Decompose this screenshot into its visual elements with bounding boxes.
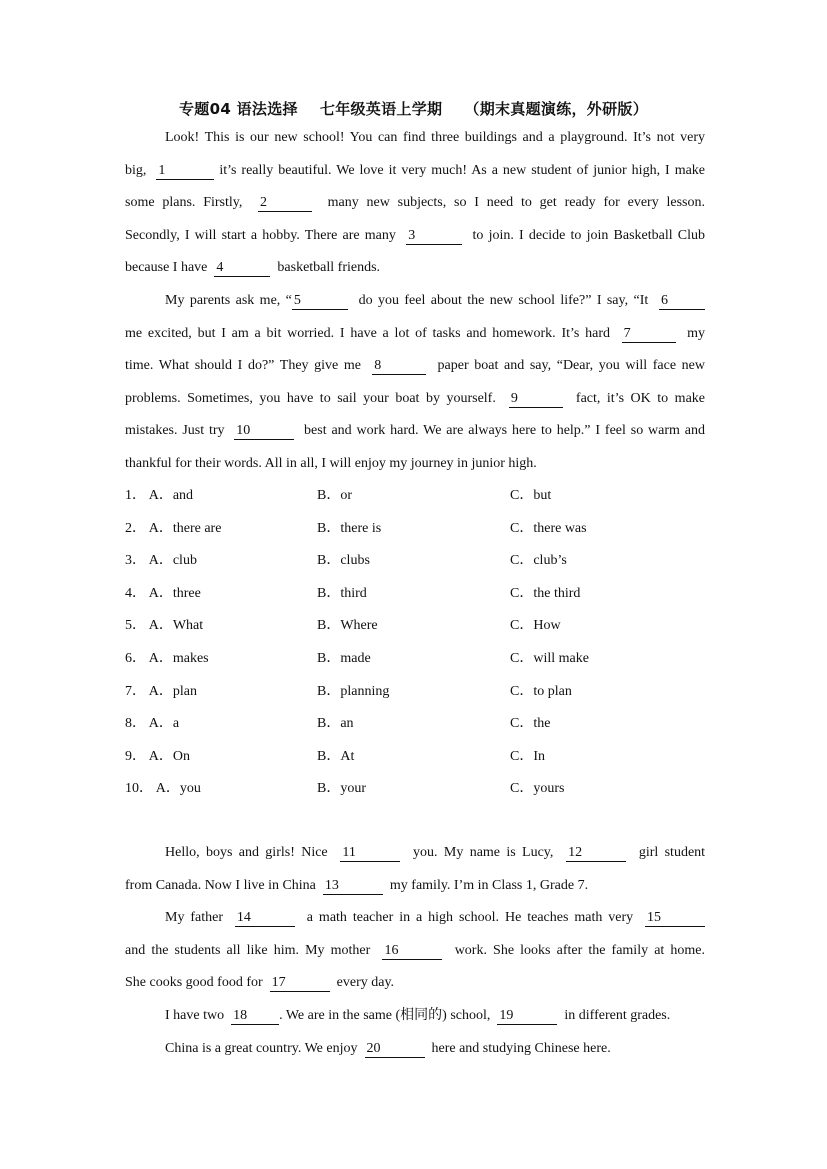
passage-line: from Canada. Now I live in China 13 my family. I’m in Class 1, Grade 7. [125, 877, 589, 893]
title-topic: 专题04 语法选择 [179, 100, 298, 118]
answer-blank[interactable]: 10 [234, 423, 294, 440]
option-row: 5． A．What B．Where C．How [125, 610, 705, 643]
passage-line: She cooks good food for 17 every day. [125, 975, 395, 991]
answer-blank[interactable]: 15 [645, 910, 705, 927]
passage-line: thankful for their words. All in all, I will enjoy my journey in junior high. [125, 455, 537, 471]
option-c[interactable]: C．How [510, 618, 561, 634]
option-b[interactable]: B．or [317, 488, 352, 503]
option-b[interactable]: B．planning [317, 683, 390, 699]
passage-line: time. What should I do?” They give me 8 paper boat and say, “Dear, you will face new [125, 358, 706, 374]
answer-blank[interactable]: 4 [214, 260, 270, 277]
passage-line: problems. Sometimes, you have to sail your boat by yourself. 9 fact, it’s OK to make [125, 390, 706, 406]
passage-2 [125, 285, 705, 481]
option-c[interactable]: C．will make [510, 650, 589, 666]
answer-blank[interactable]: 9 [509, 391, 563, 408]
option-row: 1． A．and B．or C．but [125, 480, 705, 513]
option-row: 8． A．a B．an C．the [125, 708, 705, 741]
option-b[interactable]: B．Where [317, 618, 378, 634]
option-b[interactable]: B．third [317, 585, 367, 601]
passage-line: and the students all like him. My mother 16 work. She looks after the family at home. [125, 942, 705, 958]
answer-blank[interactable]: 3 [406, 228, 462, 245]
option-a[interactable]: A．club [148, 553, 197, 569]
passage-line: some plans. Firstly, 2 many new subjects, so I need to get ready for every lesson. [125, 195, 705, 211]
answer-blank[interactable]: 11 [340, 845, 400, 862]
option-row: 4． A．three B．third C．the third [125, 578, 705, 611]
option-row: 3． A．club B．clubs C．club’s [125, 545, 705, 578]
option-c[interactable]: C．the third [510, 585, 581, 601]
option-c[interactable]: C．In [510, 748, 545, 764]
option-a[interactable]: A．plan [148, 683, 197, 699]
passage-line: Secondly, I will start a hobby. There are many 3 to join. I decide to join Basketball Club [125, 227, 706, 243]
title-grade: 七年级英语上学期 [319, 100, 443, 118]
option-b[interactable]: B．an [317, 716, 354, 732]
option-c[interactable]: C．there was [510, 520, 587, 536]
passage-line: Hello, boys and girls! Nice 11 you. My name is Lucy, 12 girl student [165, 845, 706, 860]
passage-3 [125, 837, 705, 1065]
passage-line: My parents ask me, “ 5 do you feel about the new school life?” I say, “It 6 [125, 285, 705, 318]
passage-line: My father 14 a math teacher in a high school. He teaches math very 15 [125, 902, 705, 935]
option-a[interactable]: A．On [148, 748, 190, 764]
answer-blank[interactable]: 14 [235, 910, 295, 927]
passage-line: Look! This is our new school! You can find three buildings and a playground. It’s not very [165, 130, 705, 145]
answer-blank[interactable]: 18 [231, 1008, 279, 1025]
answer-blank[interactable]: 1 [156, 163, 214, 180]
answer-blank[interactable]: 8 [372, 358, 426, 375]
option-b[interactable]: B．made [317, 650, 371, 666]
option-c[interactable]: C．but [510, 488, 552, 503]
option-c[interactable]: C．yours [510, 781, 565, 797]
option-c[interactable]: C．the [510, 716, 551, 732]
answer-blank[interactable]: 19 [497, 1008, 557, 1025]
option-a[interactable]: A．makes [148, 650, 209, 666]
option-b[interactable]: B．clubs [317, 553, 370, 569]
answer-blank[interactable]: 13 [323, 878, 383, 895]
option-row: 2． A．there are B．there is C．there was [125, 513, 705, 546]
options-list [125, 480, 705, 806]
answer-blank[interactable]: 16 [382, 943, 442, 960]
passage-line: mistakes. Just try 10 best and work hard. We are always here to help.” I feel so warm and [125, 423, 706, 439]
option-b[interactable]: B．your [317, 781, 366, 797]
passage-line: because I have 4 basketball friends. [125, 260, 381, 276]
answer-blank[interactable]: 5 [292, 293, 348, 310]
passage-line: me excited, but I am a bit worried. I have a lot of tasks and homework. It’s hard 7 my [125, 325, 706, 341]
option-a[interactable]: A．What [148, 618, 204, 634]
passage-line: big, 1 it’s really beautiful. We love it very much! As a new student of junior high, I make [125, 162, 706, 178]
answer-blank[interactable]: 20 [365, 1041, 425, 1058]
option-c[interactable]: C．club’s [510, 553, 567, 569]
option-b[interactable]: B．there is [317, 520, 382, 536]
passage-line: I have two 18 . We are in the same (相同的) school, 19 in different grades. [165, 1007, 671, 1023]
option-c[interactable]: C．to plan [510, 683, 572, 699]
option-a[interactable]: A．you [155, 781, 201, 797]
passage-line: China is a great country. We enjoy 20 here and studying Chinese here. [165, 1040, 611, 1056]
option-a[interactable]: A．there are [148, 520, 222, 536]
option-row: 9． A．On B．At C．In [125, 741, 705, 774]
answer-blank[interactable]: 6 [659, 293, 705, 310]
option-b[interactable]: B．At [317, 748, 355, 764]
option-a[interactable]: A．and [148, 488, 194, 503]
answer-blank[interactable]: 17 [270, 975, 330, 992]
answer-blank[interactable]: 12 [566, 845, 626, 862]
option-row: 6． A．makes B．made C．will make [125, 643, 705, 676]
option-row: 7． A．plan B．planning C．to plan [125, 676, 705, 709]
option-a[interactable]: A．a [148, 716, 180, 732]
page-title [0, 98, 827, 119]
answer-blank[interactable]: 7 [622, 326, 676, 343]
passage-1 [125, 122, 705, 285]
option-row: 10． A．you B．your C．yours [125, 773, 705, 806]
answer-blank[interactable]: 2 [258, 195, 312, 212]
option-a[interactable]: A．three [148, 585, 201, 601]
title-source: （期末真题演练，外研版） [464, 100, 648, 118]
